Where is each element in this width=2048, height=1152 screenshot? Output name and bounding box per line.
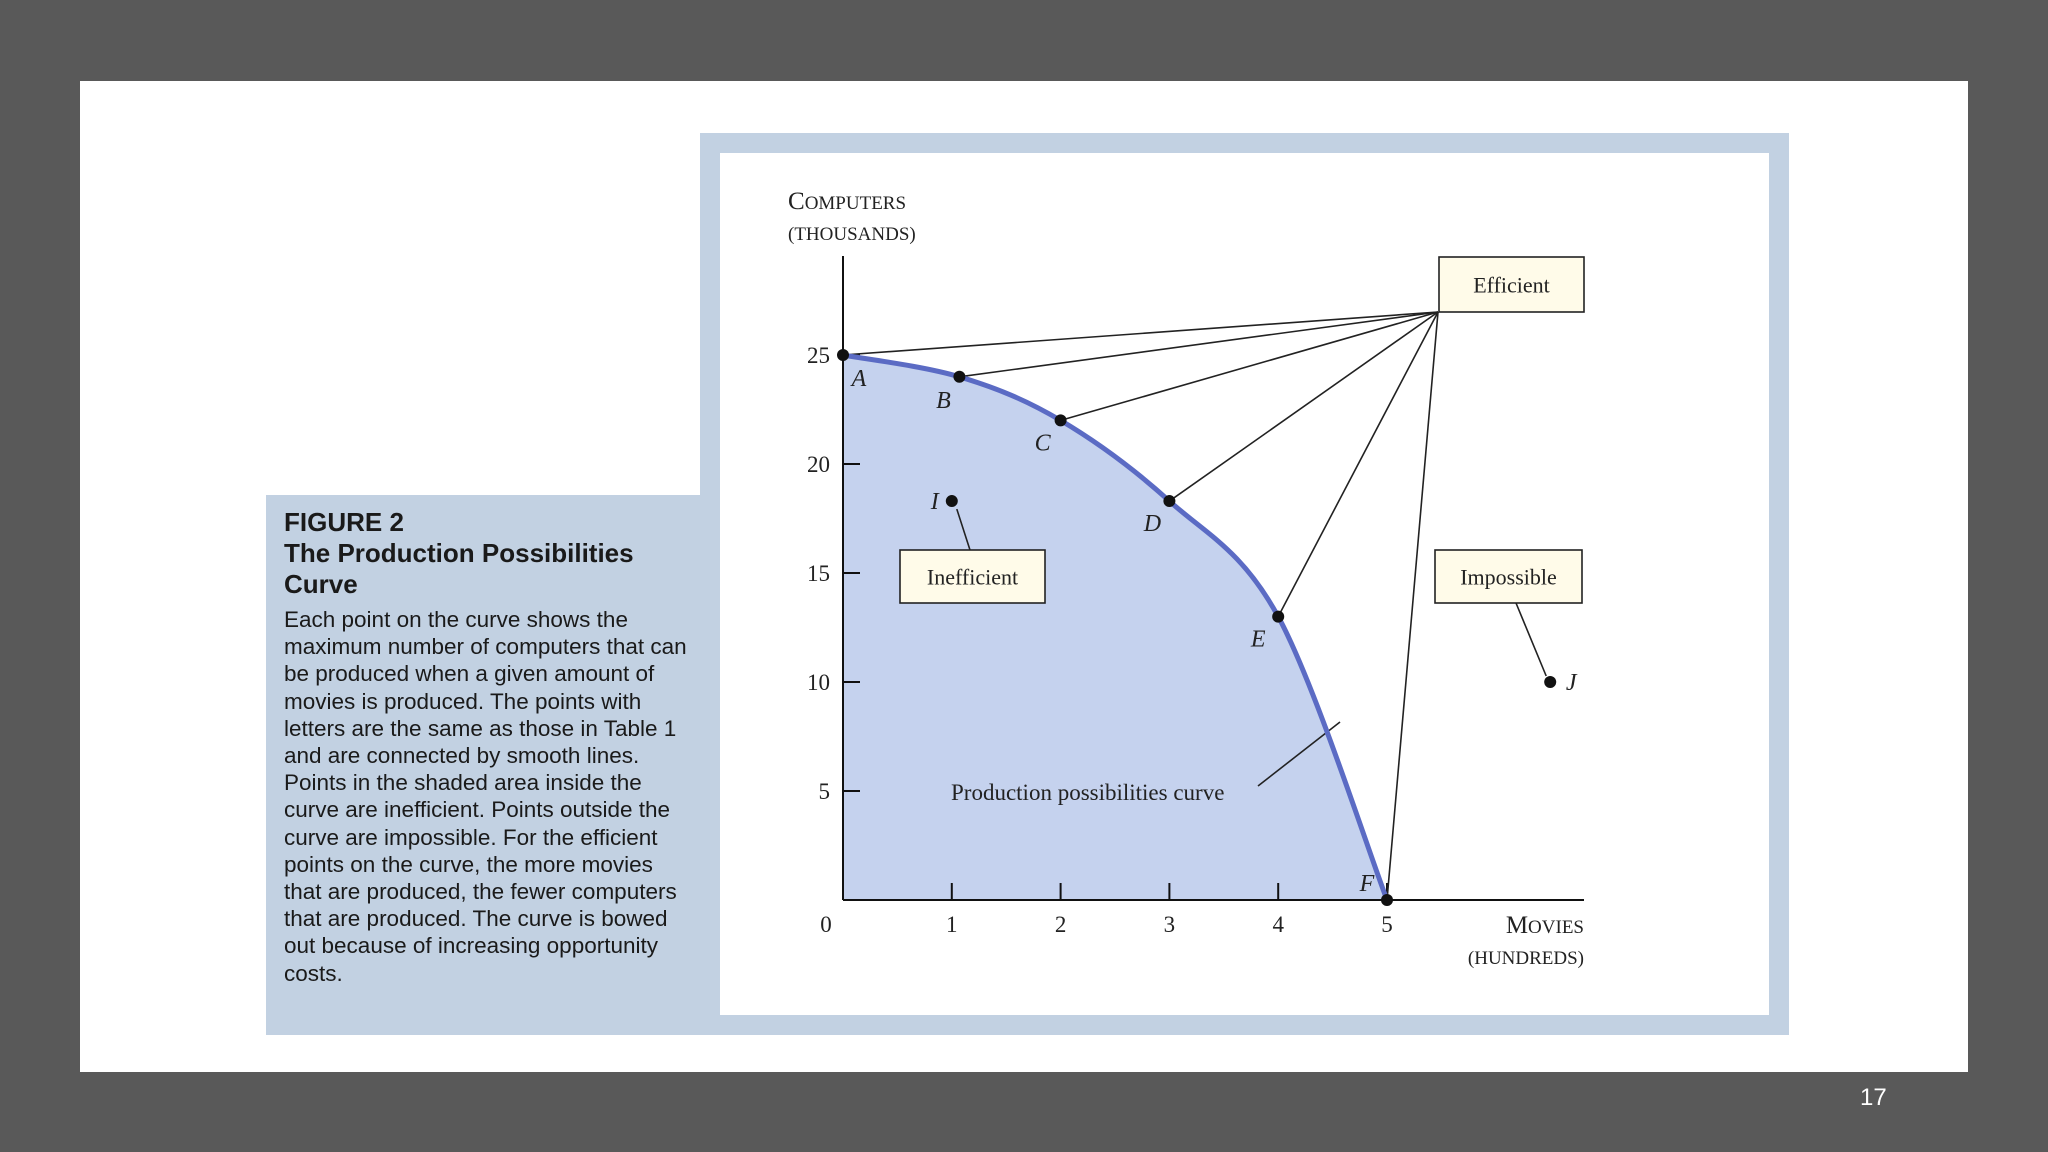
- efficient-pointer-line: [959, 312, 1438, 377]
- point-label-e: E: [1250, 626, 1266, 653]
- point-label-a: A: [851, 366, 867, 392]
- impossible-callout-label: Impossible: [1460, 564, 1557, 590]
- inefficient-region: [843, 355, 1387, 900]
- x-axis-title: MOVIES: [1505, 912, 1584, 939]
- figure-description: Each point on the curve shows the maximum number of computers that can be produced when a given amount of movies is produced. The points with letters are the same as those in Table 1 and are connected by smooth lines. Points in the shaded area inside the curve are inefficient. Points outside the curve are impossible. For the efficient points on the curve, the more movies that are produced, the fewer computers that are produced. The curve is bowed out because of increasing opportunity costs.: [284, 607, 687, 986]
- efficient-point-f: [1381, 894, 1393, 906]
- impossible-point-j: [1544, 676, 1556, 688]
- efficient-pointer-line: [1061, 312, 1438, 420]
- inefficient-point-i: [946, 495, 958, 507]
- efficient-callout-label: Efficient: [1473, 272, 1550, 298]
- efficient-point-c: [1055, 414, 1067, 426]
- efficient-point-e: [1272, 611, 1284, 623]
- point-label-c: C: [1034, 430, 1051, 457]
- impossible-pointer-line: [1516, 603, 1546, 676]
- y-tick-label: 15: [807, 561, 830, 586]
- y-tick-label: 25: [807, 343, 830, 368]
- point-label-j: J: [1565, 670, 1577, 696]
- point-label-f: F: [1359, 871, 1375, 897]
- y-axis-unit: (THOUSANDS): [788, 224, 916, 245]
- curve-label: Production possibilities curve: [951, 780, 1225, 805]
- y-tick-label: 20: [807, 452, 830, 477]
- x-tick-label: 2: [1054, 912, 1067, 937]
- efficient-pointer-line: [1387, 312, 1438, 900]
- inefficient-callout-label: Inefficient: [926, 564, 1019, 590]
- efficient-point-a: [837, 349, 849, 361]
- x-tick-label: 5: [1381, 912, 1393, 937]
- x-axis-unit: (HUNDREDS): [1467, 948, 1584, 969]
- x-tick-label: 0: [820, 912, 832, 937]
- efficient-pointer-line: [1278, 312, 1438, 617]
- page-number: 17: [1860, 1084, 1887, 1111]
- figure-number: FIGURE 2: [284, 507, 404, 537]
- point-label-d: D: [1143, 511, 1162, 538]
- figure-title: The Production Possibilities Curve: [284, 538, 634, 599]
- x-tick-label: 4: [1272, 912, 1284, 937]
- y-tick-label: 10: [807, 670, 830, 695]
- x-tick-label: 1: [946, 912, 958, 937]
- y-axis-title: COMPUTERS: [788, 188, 907, 215]
- point-label-i: I: [930, 489, 939, 516]
- efficient-point-d: [1163, 495, 1175, 507]
- x-tick-label: 3: [1163, 912, 1176, 937]
- y-tick-label: 5: [818, 779, 830, 804]
- efficient-point-b: [953, 371, 965, 383]
- point-label-b: B: [936, 387, 951, 414]
- efficient-pointer-line: [843, 312, 1438, 355]
- efficient-pointer-line: [1169, 312, 1438, 501]
